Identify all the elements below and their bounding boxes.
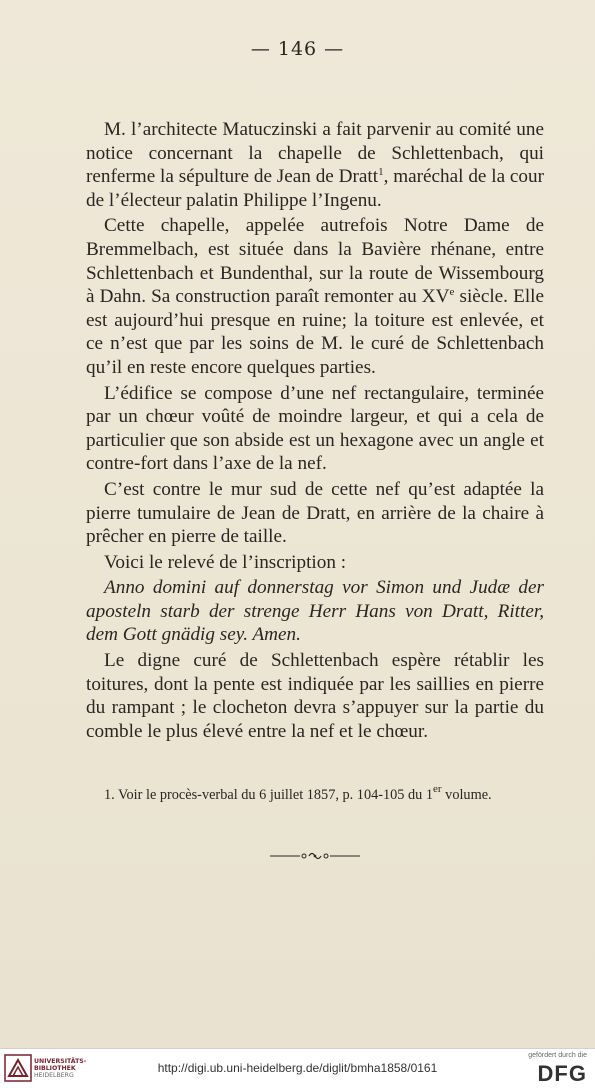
century-superscript: e [449, 286, 455, 299]
paragraph-2: Cette chapelle, appelée autrefois Notre Dame de Bremmelbach, est située dans la Bavière rhénane, entre Schlettenbach et Bundenthal, sur la route de Wissembourg à Dahn. Sa construction paraît remonter au XVe siècle. Elle est aujourd’hui presque en ruine; la toiture est enlevée, et ce n’est que par les soins de M. le curé de Schlettenbach qu’il en reste encore quelques parties. [86, 215, 545, 378]
footnote-ref: 1 [378, 166, 384, 179]
paragraph-1: M. l’architecte Matuczinski a fait parvenir au comité une notice concernant la chapelle de Schlettenbach, qui renferme la sépulture de Jean de Dratt$^1$, maréchal de la cour de l’électeur palatin Philippe l’Ingenu. [86, 119, 545, 211]
paragraph-4: C’est contre le mur sud de cette nef qu’est adaptée la pierre tumulaire de Jean de Dratt, en arrière de la chaire à prêcher en pierre de taille. [86, 478, 544, 548]
funder-caption: gefördert durch die [528, 1052, 587, 1059]
paragraph-5: Voici le relevé de l’inscription : [104, 551, 347, 573]
dfg-logo: DFG [537, 1061, 587, 1086]
page-number: — 146 — [250, 38, 345, 60]
paragraph-7: Le digne curé de Schlettenbach espère rétablir les toitures, dont la pente est indiquée par les saillies en pierre du rampant ; le clocheton devra s’appuyer sur la partie du comble le plus élevé entre la nef et le chœur. [86, 650, 544, 742]
viewer-footer [0, 1048, 595, 1092]
library-name: UNIVERSITÄTS- BIBLIOTHEK HEIDELBERG [34, 1058, 87, 1079]
fleuron-ornament-icon [270, 850, 360, 862]
paragraph-3: L’édifice se compose d’une nef rectangulaire, terminée par un chœur voûté de moindre largeur, et qui a cela de particulier que son abside est un hexagone avec un angle et contre-fort dans l’axe de la nef. [86, 382, 544, 475]
footnote: 1. Voir le procès-verbal du 6 juillet 1857, p. 104-105 du 1er volume. [104, 783, 492, 803]
permalink[interactable]: http://digi.ub.uni-heidelberg.de/diglit/bmha1858/0161 [157, 1061, 438, 1075]
inscription: Anno domini auf donnerstag vor Simon und Judæ der aposteln starb der strenge Herr Hans von Dratt, Ritter, dem Gott gnädig sey. Amen. [86, 577, 544, 646]
body-text [86, 118, 544, 743]
